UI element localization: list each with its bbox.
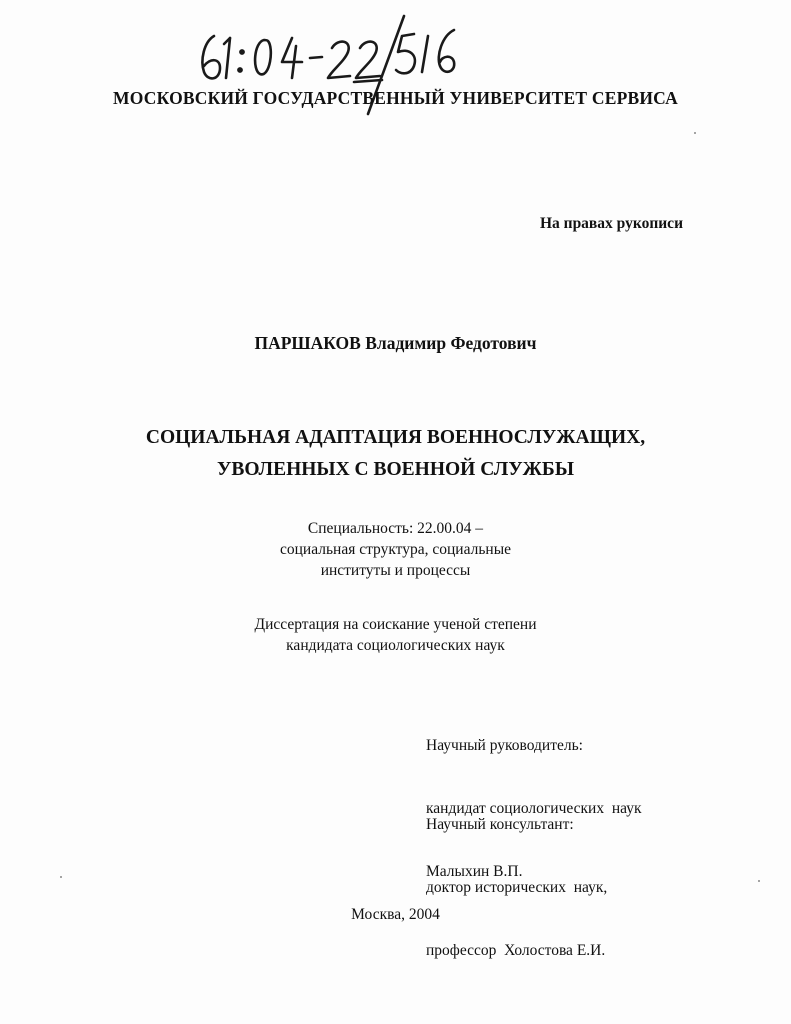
specialty-line-3: институты и процессы <box>320 562 471 579</box>
author-surname: ПАРШАКОВ <box>254 333 361 353</box>
title-line-1: СОЦИАЛЬНАЯ АДАПТАЦИЯ ВОЕННОСЛУЖАЩИХ, <box>145 427 646 448</box>
specialty-block <box>0 518 791 581</box>
consultant-block <box>426 772 607 1003</box>
consultant-role: Научный консультант: <box>426 816 574 833</box>
author-given-names: Владимир Федотович <box>365 333 537 353</box>
degree-line-2: кандидата социологических наук <box>286 637 505 654</box>
degree-statement <box>0 614 791 656</box>
city-and-year: Москва, 2004 <box>351 906 440 923</box>
consultant-degree: доктор исторических наук, <box>426 879 608 896</box>
scan-speck <box>60 876 62 878</box>
specialty-line-1: Специальность: 22.00.04 – <box>307 520 484 537</box>
consultant-name: профессор Холостова Е.И. <box>426 942 606 959</box>
scan-speck <box>694 132 696 134</box>
supervisor-role: Научный руководитель: <box>426 737 583 754</box>
supervisor-degree: кандидат социологических наук <box>426 800 642 817</box>
degree-line-1: Диссертация на соискание ученой степени <box>254 616 537 633</box>
dissertation-title <box>0 422 791 486</box>
manuscript-rights-note: На правах рукописи <box>539 215 683 232</box>
scan-speck <box>758 880 760 882</box>
supervisor-name: Малыхин В.П. <box>426 863 523 880</box>
specialty-line-2: социальная структура, социальные <box>279 541 511 558</box>
university-name: МОСКОВСКИЙ ГОСУДАРСТВЕННЫЙ УНИВЕРСИТЕТ СЕРВИСА <box>113 88 678 108</box>
author-name <box>0 333 791 354</box>
title-line-2: УВОЛЕННЫХ С ВОЕННОЙ СЛУЖБЫ <box>217 459 574 480</box>
